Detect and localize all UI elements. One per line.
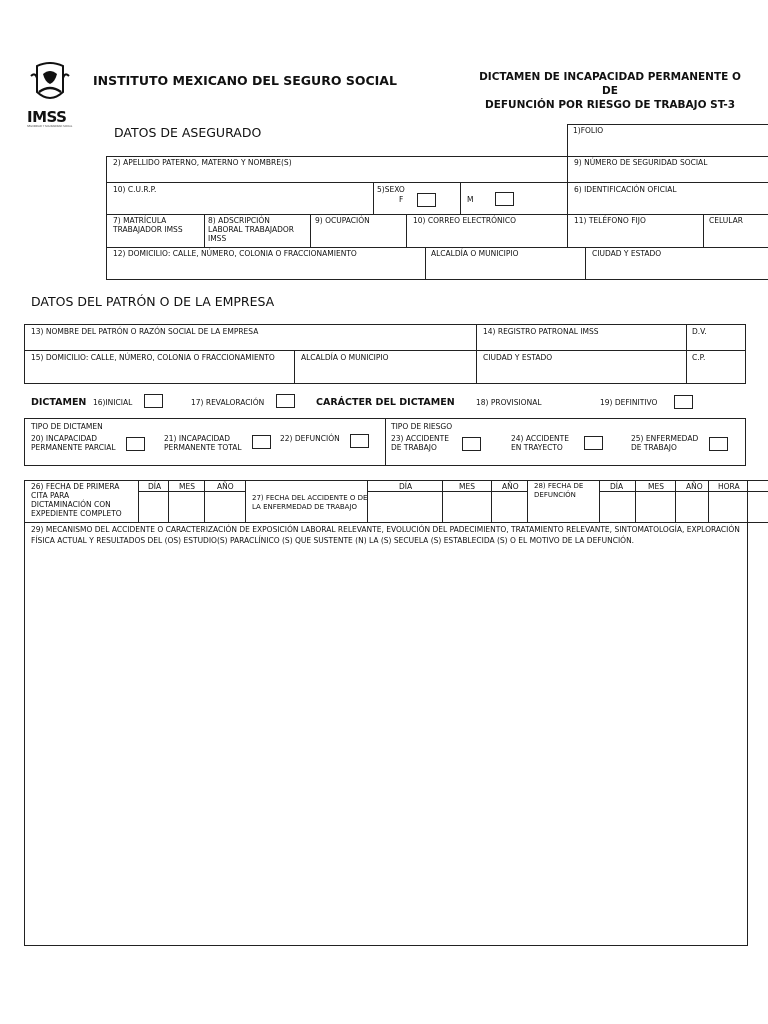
definitivo-label: 19) DEFINITIVO: [600, 398, 658, 407]
accidente-trayecto-checkbox[interactable]: [584, 436, 603, 450]
provisional-label: 18) PROVISIONAL: [476, 398, 542, 407]
telefono-field[interactable]: 11) TELÉFONO FIJO: [574, 216, 646, 225]
defuncion-hora-label: HORA: [718, 482, 740, 491]
defuncion-ano-label: AÑO: [686, 482, 703, 491]
defuncion-mes-input[interactable]: [636, 492, 675, 522]
adscripcion-field[interactable]: 8) ADSCRIPCIÓN LABORAL TRABAJADOR IMSS: [208, 216, 294, 243]
domicilio-patron-field[interactable]: 15) DOMICILIO: CALLE, NÚMERO, COLONIA O FRACCIONAMIENTO: [31, 353, 275, 362]
primera-cita-dia-input[interactable]: [139, 492, 168, 522]
enfermedad-label: 25) ENFERMEDAD DE TRABAJO: [631, 434, 699, 452]
accidente-trayecto-label: 24) ACCIDENTE EN TRAYECTO: [511, 434, 569, 452]
tipo-dictamen-label: TIPO DE DICTAMEN: [31, 422, 103, 431]
cp-field[interactable]: C.P.: [692, 353, 706, 362]
domicilio-asegurado-field[interactable]: 12) DOMICILIO: CALLE, NÚMERO, COLONIA O FRACCIONAMIENTO: [113, 249, 357, 258]
inicial-label: 16)INICIAL: [93, 398, 133, 407]
parcial-checkbox[interactable]: [126, 437, 145, 451]
matricula-field[interactable]: 7) MATRÍCULA TRABAJADOR IMSS: [113, 216, 183, 234]
primera-cita-ano-input[interactable]: [205, 492, 245, 522]
alcaldia-asegurado-field[interactable]: ALCALDÍA O MUNICIPIO: [431, 249, 519, 258]
fecha-accidente-label: 27) FECHA DEL ACCIDENTE O DE LA ENFERMEDAD DE TRABAJO: [252, 494, 368, 511]
folio-label: 1)FOLIO: [573, 126, 604, 135]
section-title-asegurado: DATOS DE ASEGURADO: [114, 125, 262, 140]
defuncion-checkbox[interactable]: [350, 434, 369, 448]
nss-field[interactable]: 9) NÚMERO DE SEGURIDAD SOCIAL: [574, 158, 708, 167]
ocupacion-field[interactable]: 9) OCUPACIÓN: [315, 216, 370, 225]
curp-field[interactable]: 10) C.U.R.P.: [113, 185, 157, 194]
defuncion-mes-label: MES: [648, 482, 664, 491]
apellido-field[interactable]: 2) APELLIDO PATERNO, MATERNO Y NOMBRE(S): [113, 158, 292, 167]
folio-field[interactable]: [567, 124, 768, 157]
eagle-emblem-icon: [27, 62, 73, 106]
identificacion-field[interactable]: 6) IDENTIFICACIÓN OFICIAL: [574, 185, 677, 194]
sexo-f-checkbox[interactable]: [417, 193, 436, 207]
defuncion-dia-label: DÍA: [610, 482, 624, 491]
correo-field[interactable]: 10) CORREO ELECTRÓNICO: [413, 216, 516, 225]
primera-cita-ano-label: AÑO: [217, 482, 234, 491]
revaloracion-checkbox[interactable]: [276, 394, 295, 408]
primera-cita-label: 26) FECHA DE PRIMERA CITA PARA DICTAMINACIÓN CON EXPEDIENTE COMPLETO: [31, 482, 122, 518]
sexo-label: 5)SEXO: [377, 185, 405, 194]
sexo-m-label: M: [467, 195, 474, 204]
parcial-label: 20) INCAPACIDAD PERMANENTE PARCIAL: [31, 434, 116, 452]
imss-logo: [27, 62, 73, 130]
accidente-mes-input[interactable]: [443, 492, 491, 522]
accidente-trabajo-label: 23) ACCIDENTE DE TRABAJO: [391, 434, 449, 452]
accidente-ano-input[interactable]: [492, 492, 527, 522]
total-checkbox[interactable]: [252, 435, 271, 449]
accidente-mes-label: MES: [459, 482, 475, 491]
accidente-trabajo-checkbox[interactable]: [462, 437, 481, 451]
tipo-riesgo-label: TIPO DE RIESGO: [391, 422, 453, 431]
document-title-line2: DEFUNCIÓN POR RIESGO DE TRABAJO ST-3: [484, 99, 736, 111]
inicial-checkbox[interactable]: [144, 394, 163, 408]
celular-field[interactable]: CELULAR: [709, 216, 743, 225]
nombre-patron-field[interactable]: 13) NOMBRE DEL PATRÓN O RAZÓN SOCIAL DE LA EMPRESA: [31, 327, 259, 336]
accidente-dia-input[interactable]: [368, 492, 442, 522]
registro-patronal-field[interactable]: 14) REGISTRO PATRONAL IMSS: [483, 327, 599, 336]
institute-name: INSTITUTO MEXICANO DEL SEGURO SOCIAL: [93, 73, 397, 88]
primera-cita-dia-label: DÍA: [148, 482, 162, 491]
dictamen-label: DICTAMEN: [31, 397, 87, 408]
defuncion-ano-input[interactable]: [676, 492, 708, 522]
document-title: [472, 70, 748, 112]
primera-cita-mes-label: MES: [179, 482, 195, 491]
ciudad-patron-field[interactable]: CIUDAD Y ESTADO: [483, 353, 553, 362]
definitivo-checkbox[interactable]: [674, 395, 693, 409]
sexo-f-label: F: [399, 195, 404, 204]
defuncion-hora-input[interactable]: [709, 492, 748, 522]
accidente-ano-label: AÑO: [502, 482, 519, 491]
enfermedad-checkbox[interactable]: [709, 437, 728, 451]
caracter-label: CARÁCTER DEL DICTAMEN: [316, 397, 455, 408]
defuncion-dia-input[interactable]: [600, 492, 635, 522]
primera-cita-mes-input[interactable]: [169, 492, 204, 522]
dv-field[interactable]: D.V.: [692, 327, 707, 336]
fecha-defuncion-label: 28) FECHA DE DEFUNCIÓN: [534, 482, 584, 499]
mecanismo-label: 29) MECANISMO DEL ACCIDENTE O CARACTERIZACIÓN DE EXPOSICIÓN LABORAL RELEVANTE, EVOLUCIÓN DEL PADECIMIENTO, TRATAMIENTO RELEVANTE, SINTOMATOLOGÍA, EXPLORACIÓN FÍSICA ACTUAL Y RESULTADOS DEL (OS) ESTUDIO(S) PARACLÍNICO (S) QUE SUSTENTE (N) LA (S) SECUELA (S) ESTABLECIDA (S) O EL MOTIVO DE LA DEFUNCIÓN.: [31, 525, 740, 545]
total-label: 21) INCAPACIDAD PERMANENTE TOTAL: [164, 434, 242, 452]
sexo-m-checkbox[interactable]: [495, 192, 514, 206]
revaloracion-label: 17) REVALORACIÓN: [191, 398, 265, 407]
accidente-dia-label: DÍA: [399, 482, 413, 491]
section-title-patron: DATOS DEL PATRÓN O DE LA EMPRESA: [31, 294, 275, 309]
logo-tagline: SEGURIDAD Y SOLIDARIDAD SOCIAL: [27, 125, 73, 128]
alcaldia-patron-field[interactable]: ALCALDÍA O MUNICIPIO: [301, 353, 389, 362]
defuncion-label: 22) DEFUNCIÓN: [280, 434, 340, 443]
mecanismo-textarea[interactable]: [25, 548, 747, 945]
ciudad-asegurado-field[interactable]: CIUDAD Y ESTADO: [592, 249, 662, 258]
logo-wordmark: IMSS: [27, 108, 67, 126]
document-title-line1: DICTAMEN DE INCAPACIDAD PERMANENTE O DE: [479, 71, 741, 97]
